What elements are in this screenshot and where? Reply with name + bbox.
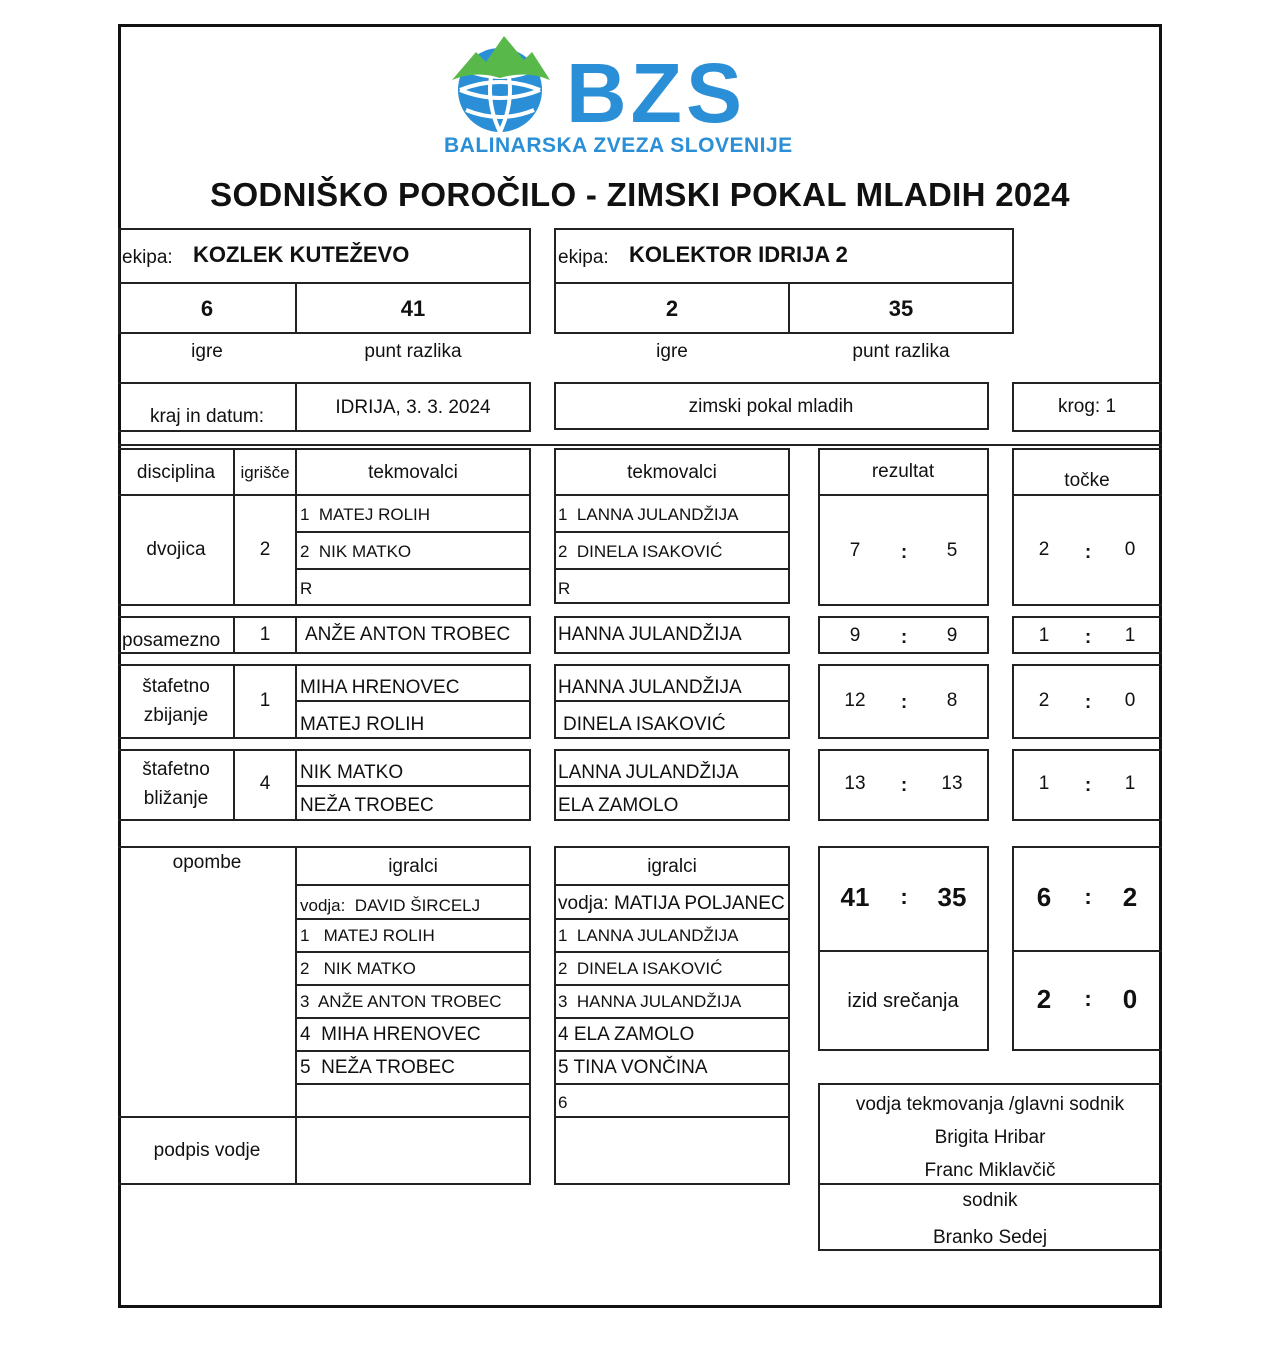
roster-a-4: 4 MIHA HRENOVEC xyxy=(300,1024,481,1045)
roster-a-1: 1 MATEJ ROLIH xyxy=(300,926,435,945)
relay-near-b-player-1: LANNA JULANDŽIJA xyxy=(558,762,739,783)
header-result: rezultat xyxy=(871,461,935,482)
relay-near-a-player-2: NEŽA TROBEC xyxy=(300,795,434,816)
roster-a-3: 3 ANŽE ANTON TROBEC xyxy=(300,992,502,1011)
team-a-label: ekipa: xyxy=(122,247,173,268)
outcome-a: 2 xyxy=(1036,984,1052,1014)
pairs-points-b: 0 xyxy=(1124,539,1136,560)
relay-near-court: 4 xyxy=(259,773,271,794)
total-points-b: 2 xyxy=(1122,882,1138,912)
relay-near-b-player-2: ELA ZAMOLO xyxy=(558,795,679,816)
signature-label: podpis vodje xyxy=(153,1140,261,1161)
relay-hit-a-player-1: MIHA HRENOVEC xyxy=(300,677,460,698)
single-result-sep: : xyxy=(900,627,908,648)
roster-a-2: 2 NIK MATKO xyxy=(300,959,416,978)
judge-name: Branko Sedej xyxy=(932,1227,1048,1248)
header-players-b: tekmovalci xyxy=(627,462,717,483)
outcome-sep: : xyxy=(1084,986,1092,1011)
outcome-b: 0 xyxy=(1122,984,1138,1014)
pairs-points-a: 2 xyxy=(1038,539,1050,560)
header-points: točke xyxy=(1064,470,1110,491)
competition-name: zimski pokal mladih xyxy=(688,396,854,417)
relay-hit-b-player-2: DINELA ISAKOVIĆ xyxy=(563,714,726,735)
bzs-logo-globe-icon xyxy=(446,34,554,134)
outcome-label: izid srečanja xyxy=(847,990,959,1012)
head-judge-1: Brigita Hribar xyxy=(934,1127,1046,1148)
team-b-games: 2 xyxy=(665,296,679,321)
relay-hit-b-player-1: HANNA JULANDŽIJA xyxy=(558,677,742,698)
relay-hit-points-a: 2 xyxy=(1038,690,1050,711)
pairs-result-b: 5 xyxy=(946,540,958,561)
head-judge-2: Franc Miklavčič xyxy=(924,1160,1056,1181)
single-name: posamezno xyxy=(122,630,221,651)
roster-b-leader: vodja: MATIJA POLJANEC xyxy=(558,893,785,914)
team-b-games-label: igre xyxy=(656,341,688,362)
team-b-diff-label: punt razlika xyxy=(852,341,950,362)
relay-hit-name-2: zbijanje xyxy=(143,705,209,726)
roster-b-5: 5 TINA VONČINA xyxy=(558,1057,708,1078)
team-a-name: KOZLEK KUTEŽEVO xyxy=(193,242,410,267)
relay-hit-result-a: 12 xyxy=(844,690,866,711)
team-b-name: KOLEKTOR IDRIJA 2 xyxy=(629,242,848,267)
roster-b-6: 6 xyxy=(558,1093,568,1112)
judge-label: sodnik xyxy=(962,1190,1018,1211)
relay-near-result-sep: : xyxy=(900,775,908,796)
relay-hit-result-sep: : xyxy=(900,692,908,713)
roster-a-5: 5 NEŽA TROBEC xyxy=(300,1057,455,1078)
relay-near-points-a: 1 xyxy=(1038,773,1050,794)
relay-hit-points-sep: : xyxy=(1084,692,1092,713)
place-value: IDRIJA, 3. 3. 2024 xyxy=(335,397,491,418)
relay-near-points-b: 1 xyxy=(1124,773,1136,794)
relay-hit-court: 1 xyxy=(259,690,271,711)
single-points-a: 1 xyxy=(1038,625,1050,646)
roster-b-1: 1 LANNA JULANDŽIJA xyxy=(558,926,739,945)
team-a-games: 6 xyxy=(200,296,214,321)
total-result-a: 41 xyxy=(840,882,870,912)
place-label: kraj in datum: xyxy=(149,406,265,427)
single-result-a: 9 xyxy=(849,625,861,646)
single-b-player: HANNA JULANDŽIJA xyxy=(558,624,742,645)
pairs-b-player-1: 1 LANNA JULANDŽIJA xyxy=(558,505,739,524)
relay-hit-result-b: 8 xyxy=(946,690,958,711)
roster-a-header: igralci xyxy=(388,856,438,877)
relay-hit-name-1: štafetno xyxy=(142,676,210,697)
head-judge-label: vodja tekmovanja /glavni sodnik xyxy=(855,1094,1125,1115)
roster-b-3: 3 HANNA JULANDŽIJA xyxy=(558,992,742,1011)
total-result-b: 35 xyxy=(937,882,967,912)
pairs-name: dvojica xyxy=(146,539,206,560)
single-a-player: ANŽE ANTON TROBEC xyxy=(305,624,511,645)
team-a-point-diff: 41 xyxy=(400,296,426,321)
single-points-sep: : xyxy=(1084,627,1092,648)
team-a-games-label: igre xyxy=(191,341,223,362)
roster-b-header: igralci xyxy=(647,856,697,877)
team-b-label: ekipa: xyxy=(558,247,609,268)
pairs-a-player-2: 2 NIK MATKO xyxy=(300,542,412,561)
single-result-b: 9 xyxy=(946,625,958,646)
header-discipline: disciplina xyxy=(136,462,216,483)
relay-hit-points-b: 0 xyxy=(1124,690,1136,711)
team-a-diff-label: punt razlika xyxy=(364,341,462,362)
logo-name: BALINARSKA ZVEZA SLOVENIJE xyxy=(444,134,793,157)
header-court: igrišče xyxy=(240,463,290,482)
relay-near-name-1: štafetno xyxy=(142,759,210,780)
relay-near-a-player-1: NIK MATKO xyxy=(300,762,404,783)
total-points-sep: : xyxy=(1084,884,1092,909)
relay-near-result-a: 13 xyxy=(844,773,866,794)
pairs-points-sep: : xyxy=(1084,542,1092,563)
pairs-result-sep: : xyxy=(900,542,908,563)
relay-hit-a-player-2: MATEJ ROLIH xyxy=(300,714,425,735)
relay-near-name-2: bližanje xyxy=(143,788,209,809)
relay-near-result-b: 13 xyxy=(941,773,963,794)
logo-abbr: BZS xyxy=(566,46,746,140)
roster-b-4: 4 ELA ZAMOLO xyxy=(558,1024,695,1045)
header-players-a: tekmovalci xyxy=(368,462,458,483)
pairs-a-player-1: 1 MATEJ ROLIH xyxy=(300,505,431,524)
roster-b-2: 2 DINELA ISAKOVIĆ xyxy=(558,959,723,978)
total-result-sep: : xyxy=(900,884,908,909)
pairs-a-reserve: R xyxy=(300,579,313,598)
total-points-a: 6 xyxy=(1036,882,1052,912)
pairs-b-reserve: R xyxy=(558,579,571,598)
single-points-b: 1 xyxy=(1124,625,1136,646)
pairs-result-a: 7 xyxy=(849,540,861,561)
pairs-court: 2 xyxy=(259,539,271,560)
single-court: 1 xyxy=(259,624,271,645)
page-title: SODNIŠKO POROČILO - ZIMSKI POKAL MLADIH 2024 xyxy=(210,176,1070,213)
team-b-point-diff: 35 xyxy=(888,296,914,321)
round-label: krog: 1 xyxy=(1057,396,1117,417)
roster-a-leader: vodja: DAVID ŠIRCELJ xyxy=(300,896,481,915)
notes-label: opombe xyxy=(172,852,242,873)
pairs-b-player-2: 2 DINELA ISAKOVIĆ xyxy=(558,542,723,561)
relay-near-points-sep: : xyxy=(1084,775,1092,796)
